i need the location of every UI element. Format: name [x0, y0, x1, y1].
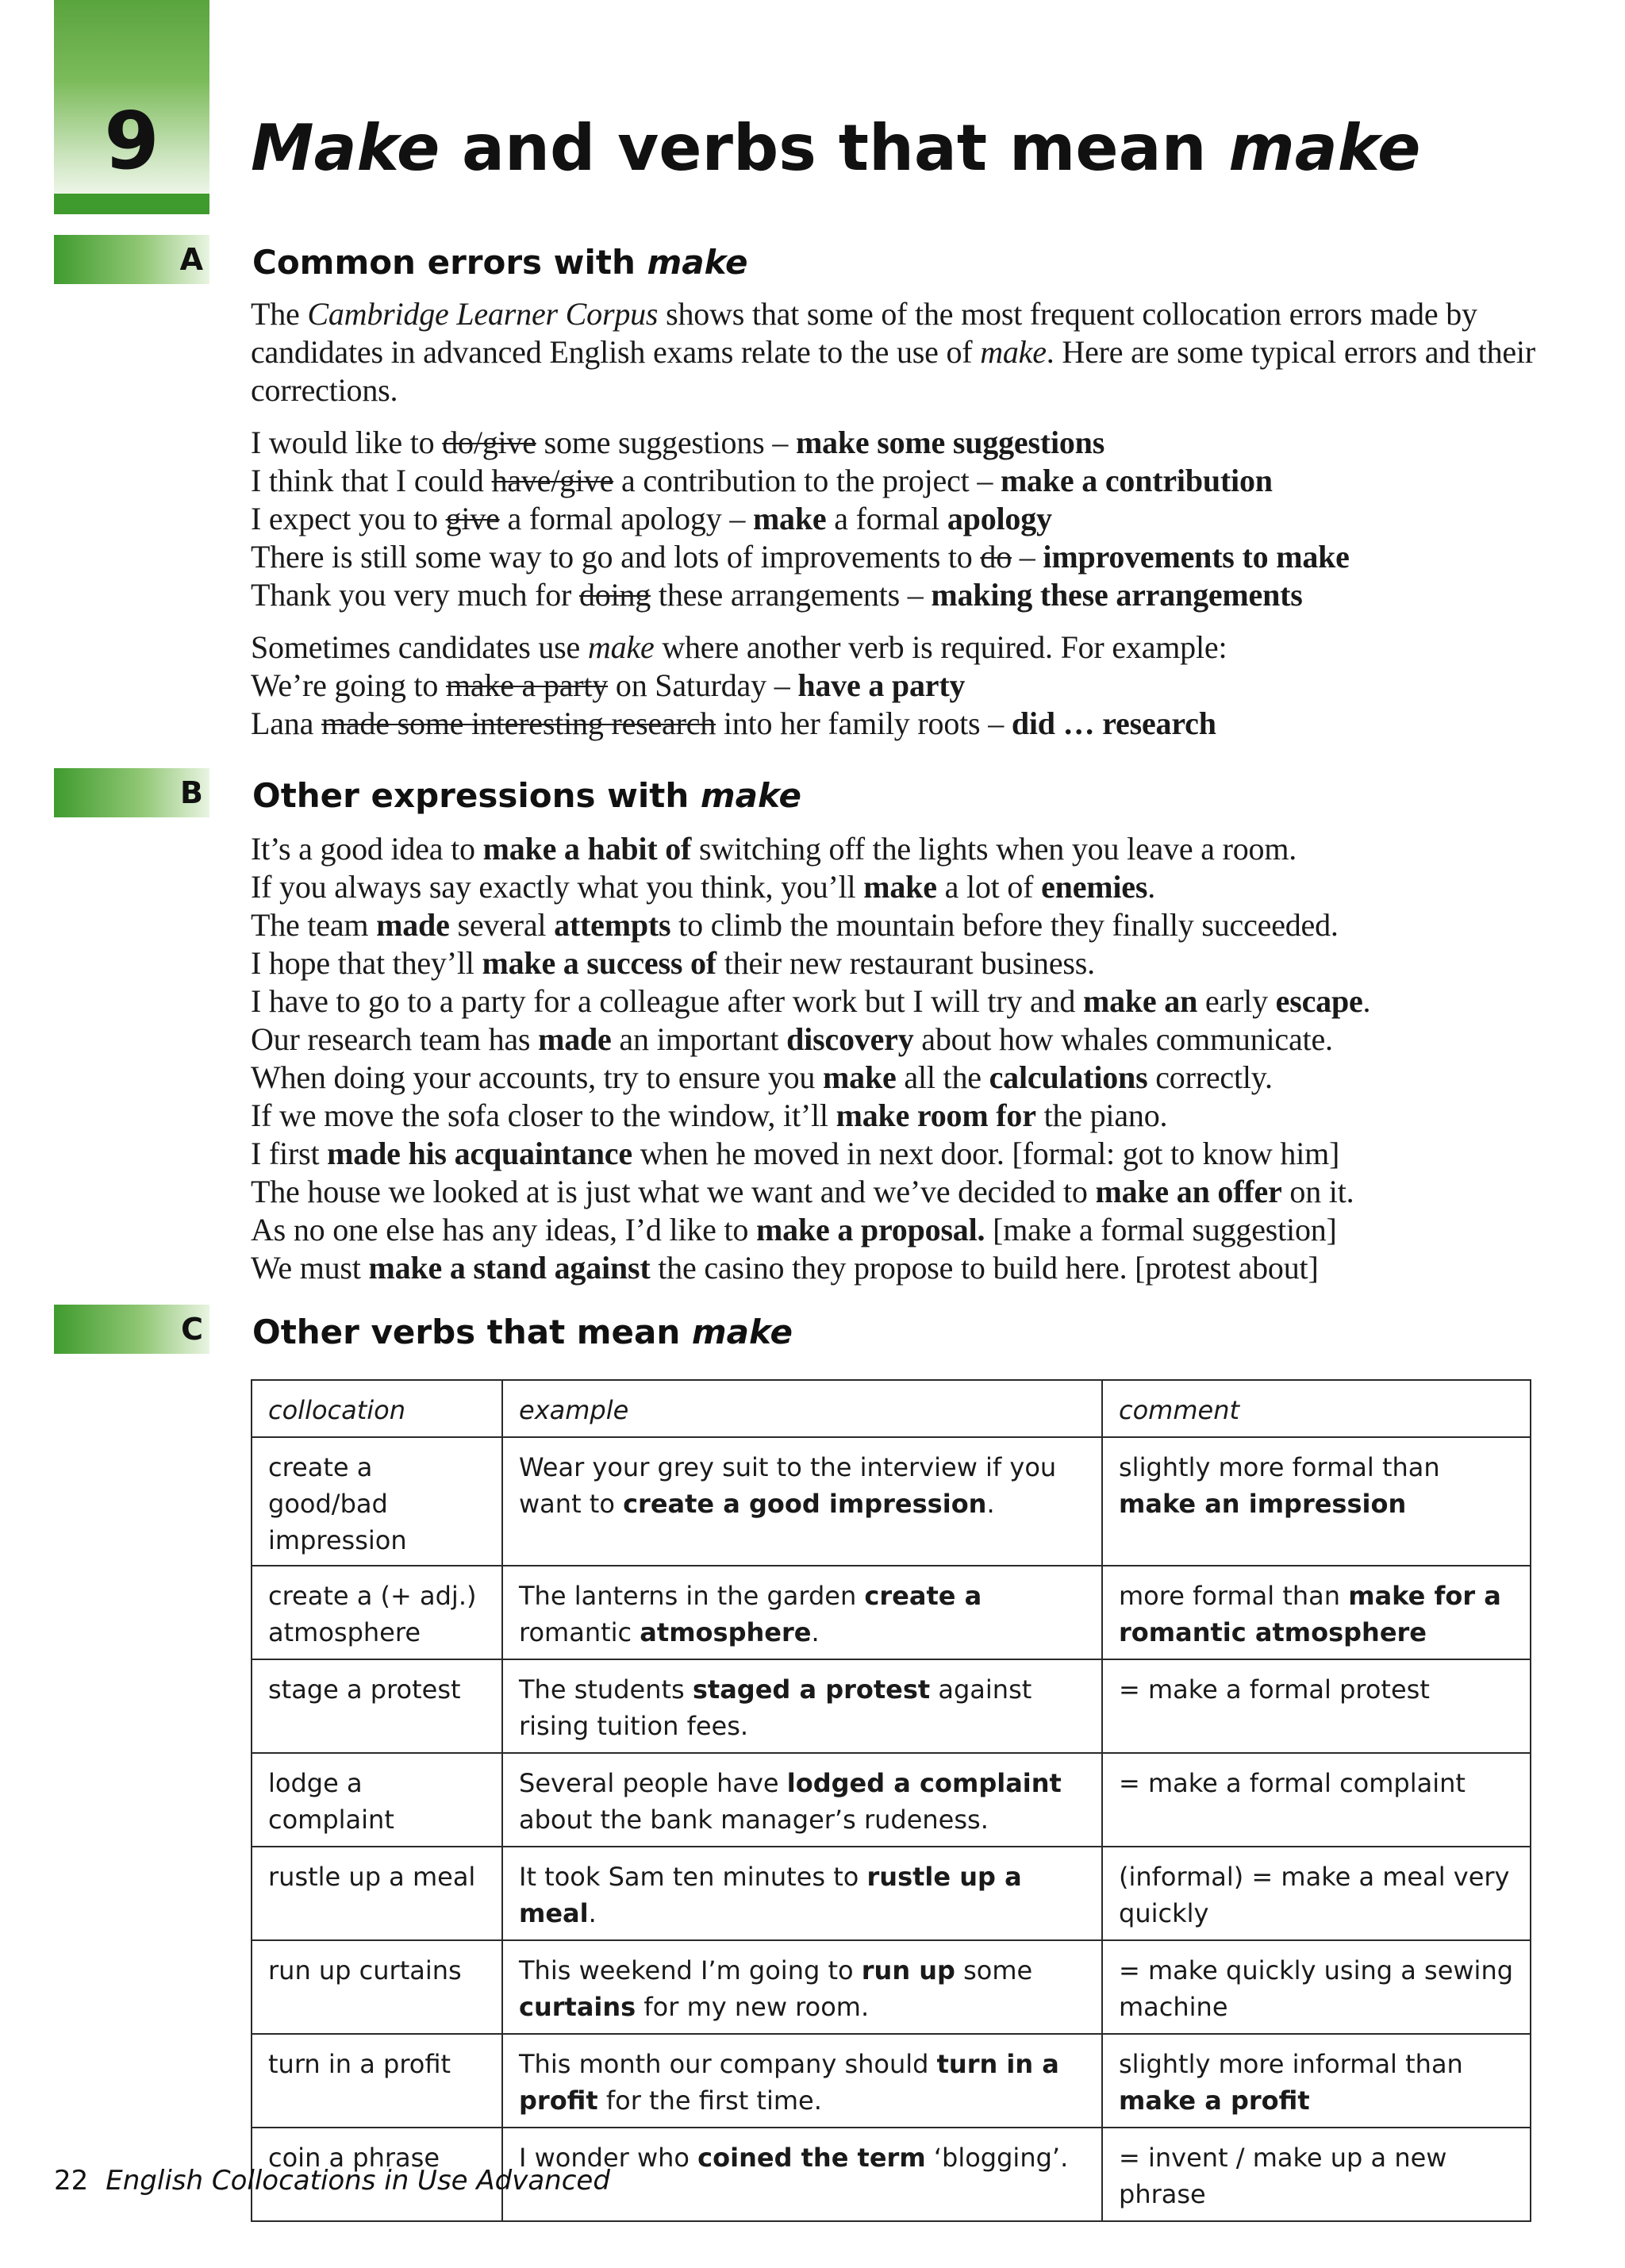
collocation-text: make room for	[836, 1097, 1036, 1133]
text-run: their new restaurant business.	[716, 945, 1095, 981]
text-run: ‘blogging’.	[925, 2143, 1069, 2173]
collocation-text: calculations	[989, 1059, 1148, 1095]
text-run: When doing your accounts, try to ensure you	[251, 1059, 824, 1095]
text-run: I wonder who	[519, 2143, 698, 2173]
cell-example	[502, 1566, 1102, 1659]
error-example-line	[251, 462, 1536, 500]
collocation-text: make a success of	[482, 945, 716, 981]
text-run: some	[955, 1955, 1033, 1985]
error-word: give	[445, 501, 500, 536]
unit-title	[251, 105, 1420, 192]
text-run: a lot of	[936, 869, 1042, 905]
expression-example-line	[251, 906, 1536, 944]
collocation-text: making these arrangements	[931, 577, 1303, 613]
text-run: coin a phrase	[268, 2143, 440, 2173]
collocation-table	[251, 1379, 1531, 2222]
text-run: –	[1012, 539, 1043, 575]
text-run: If we move the sofa closer to the window, it’ll	[251, 1097, 836, 1133]
unit-title-make-end: make	[1228, 111, 1421, 185]
section-b-heading-make: make	[700, 776, 801, 815]
collocation-text: apology	[947, 501, 1052, 536]
text-run: where another verb is required. For example:	[654, 629, 1227, 665]
text-run: .	[1362, 983, 1371, 1019]
collocation-text: made	[538, 1021, 612, 1057]
collocation-text: escape	[1275, 983, 1363, 1019]
text-run: It took Sam ten minutes to	[519, 1862, 867, 1892]
text-run: create a good/bad impression	[268, 1452, 407, 1555]
cell-collocation	[252, 1437, 502, 1566]
page-number: 22	[54, 2165, 89, 2197]
italic-text: Cambridge Learner Corpus	[307, 296, 659, 332]
table-header-row	[252, 1380, 1531, 1437]
text-run: . Here are some typical errors and their corrections.	[251, 334, 1535, 408]
text-run: We must	[251, 1250, 369, 1286]
text-run: We’re going to	[251, 667, 446, 703]
cell-collocation	[252, 2034, 502, 2128]
collocation-text: attempts	[554, 907, 671, 943]
text-run: create a (+ adj.) atmosphere	[268, 1581, 477, 1647]
text-run: run up curtains	[268, 1955, 462, 1985]
cell-comment	[1102, 1940, 1531, 2034]
cell-example	[502, 1940, 1102, 2034]
expression-example-line	[251, 1211, 1536, 1249]
collocation-text: make a proposal.	[756, 1212, 985, 1247]
section-b-heading-text: Other expressions with	[252, 776, 701, 815]
cell-example	[502, 1753, 1102, 1847]
text-run: The students	[519, 1674, 693, 1705]
text-run: shows that some of the most frequent collocation errors made by candidates in advanced English exams relate to the use of	[251, 296, 1477, 370]
text-run: Several people have	[519, 1768, 787, 1798]
text-run: all the	[896, 1059, 989, 1095]
text-run: = make a formal complaint	[1119, 1768, 1466, 1798]
text-run: .	[588, 1898, 597, 1928]
text-run: I expect you to	[251, 501, 446, 536]
text-run: a contribution to the project –	[613, 463, 1001, 498]
section-a-intro	[251, 295, 1536, 409]
text-run: correctly.	[1147, 1059, 1273, 1095]
section-b-heading	[252, 771, 801, 821]
collocation-text: make	[752, 501, 827, 536]
text-run: slightly more informal than	[1119, 2049, 1463, 2079]
italic-text: make	[980, 334, 1047, 370]
section-c-heading	[252, 1308, 793, 1357]
text-run: This weekend I’m going to	[519, 1955, 862, 1985]
text-run: rustle up a meal	[268, 1862, 476, 1892]
table-row	[252, 1940, 1531, 2034]
collocation-text: enemies	[1041, 869, 1148, 905]
error-example-line	[251, 500, 1536, 538]
error-word: make a party	[445, 667, 609, 703]
text-run: some suggestions –	[536, 425, 796, 460]
italic-text: make	[587, 629, 655, 665]
text-run: = make quickly using a sewing machine	[1119, 1955, 1514, 2022]
expression-example-line	[251, 830, 1536, 868]
collocation-text: made his acquaintance	[327, 1136, 632, 1171]
expression-example-line	[251, 1173, 1536, 1211]
text-run: stage a protest	[268, 1674, 461, 1705]
collocation-text: make for a romantic atmosphere	[1119, 1581, 1501, 1647]
expression-list	[251, 830, 1536, 1287]
collocation-text: turn in a profit	[519, 2049, 1059, 2116]
text-run: these arrangements –	[651, 577, 932, 613]
other-verb-intro	[251, 629, 1536, 667]
collocation-text: atmosphere	[640, 1617, 812, 1647]
collocation-text: create a good impression	[623, 1489, 987, 1519]
collocation-text: rustle up a meal	[519, 1862, 1022, 1928]
text-run: lodge a complaint	[268, 1768, 394, 1835]
error-example-line	[251, 424, 1536, 462]
text-run: [make a formal suggestion]	[985, 1212, 1337, 1247]
text-run: the casino they propose to build here. [protest about]	[650, 1250, 1319, 1286]
cell-collocation	[252, 1659, 502, 1753]
cell-collocation	[252, 1847, 502, 1940]
cell-comment	[1102, 1437, 1531, 1566]
section-a-letter: A	[179, 242, 203, 277]
collocation-text: make some suggestions	[795, 425, 1105, 460]
text-run: I first	[251, 1136, 328, 1171]
text-run: when he moved in next door. [formal: got to know him]	[632, 1136, 1340, 1171]
text-run: = invent / make up a new phrase	[1119, 2143, 1447, 2209]
text-run: on Saturday –	[608, 667, 798, 703]
collocation-text: staged a protest	[692, 1674, 931, 1705]
text-run: early	[1197, 983, 1276, 1019]
cell-collocation	[252, 1566, 502, 1659]
text-run: a formal apology –	[499, 501, 753, 536]
other-verb-example-line	[251, 705, 1536, 743]
text-run: It’s a good idea to	[251, 831, 483, 867]
section-a-heading-make: make	[647, 243, 748, 282]
cell-collocation	[252, 1940, 502, 2034]
section-a-heading	[252, 238, 748, 287]
collocation-text: made	[376, 907, 450, 943]
collocation-text: create a	[864, 1581, 982, 1611]
text-run: I would like to	[251, 425, 443, 460]
text-run: an important	[611, 1021, 787, 1057]
cell-example	[502, 1659, 1102, 1753]
text-run: Wear your grey suit to the interview if you want to	[519, 1452, 1057, 1519]
section-a-body	[251, 295, 1536, 743]
text-run: The	[251, 296, 308, 332]
table-row	[252, 2034, 1531, 2128]
unit-title-middle: and verbs that mean	[440, 111, 1229, 185]
table-row	[252, 1847, 1531, 1940]
collocation-text: curtains	[519, 1992, 636, 2022]
collocation-text: discovery	[786, 1021, 914, 1057]
error-word: have/give	[491, 463, 614, 498]
text-run: .	[986, 1489, 995, 1519]
text-run: This month our company should	[519, 2049, 937, 2079]
expression-example-line	[251, 1097, 1536, 1135]
text-run: Lana	[251, 705, 321, 741]
text-run: I think that I could	[251, 463, 492, 498]
page-footer	[54, 2162, 610, 2200]
expression-example-line	[251, 1249, 1536, 1287]
section-c-heading-text: Other verbs that mean	[252, 1313, 692, 1351]
text-run: If you always say exactly what you think, you’ll	[251, 869, 864, 905]
collocation-text: make a contribution	[1000, 463, 1273, 498]
cell-collocation	[252, 1753, 502, 1847]
text-run: to climb the mountain before they finally succeeded.	[670, 907, 1339, 943]
text-run: a formal	[826, 501, 947, 536]
text-run: the piano.	[1035, 1097, 1168, 1133]
text-run: slightly more formal than	[1119, 1452, 1440, 1482]
text-run: against rising tuition fees.	[519, 1674, 1032, 1741]
error-word: do	[980, 539, 1012, 575]
text-run: about the bank manager’s rudeness.	[519, 1805, 989, 1835]
header-collocation: collocation	[252, 1380, 502, 1437]
unit-tab-bar	[54, 194, 209, 214]
book-title: English Collocations in Use Advanced	[106, 2165, 610, 2197]
error-example-line	[251, 576, 1536, 614]
section-c-letter: C	[181, 1312, 203, 1347]
text-run: The team	[251, 907, 377, 943]
text-run: As no one else has any ideas, I’d like to	[251, 1212, 756, 1247]
collocation-text: improvements to make	[1043, 539, 1350, 575]
expression-example-line	[251, 1135, 1536, 1173]
text-run: turn in a profit	[268, 2049, 451, 2079]
header-example: example	[502, 1380, 1102, 1437]
header-comment: comment	[1102, 1380, 1531, 1437]
text-run: = make a formal protest	[1119, 1674, 1430, 1705]
unit-number: 9	[104, 94, 159, 187]
collocation-text: make an impression	[1119, 1489, 1407, 1519]
error-word: doing	[578, 577, 651, 613]
text-run: There is still some way to go and lots of improvements to	[251, 539, 981, 575]
collocation-text: coined the term	[697, 2143, 926, 2173]
expression-example-line	[251, 1021, 1536, 1059]
collocation-text: make an	[1082, 983, 1198, 1019]
table-row	[252, 1753, 1531, 1847]
text-run: .	[1147, 869, 1156, 905]
other-verb-examples	[251, 667, 1536, 743]
cell-example	[502, 1437, 1102, 1566]
text-run: into her family roots –	[716, 705, 1012, 741]
table-row	[252, 1437, 1531, 1566]
collocation-text: lodged a complaint	[786, 1768, 1062, 1798]
text-run: more formal than	[1119, 1581, 1349, 1611]
text-run: (informal) = make a meal very quickly	[1119, 1862, 1510, 1928]
text-run: The house we looked at is just what we want and we’ve decided to	[251, 1174, 1096, 1209]
unit-title-make: Make	[251, 111, 440, 185]
text-run: Our research team has	[251, 1021, 539, 1057]
text-run: Thank you very much for	[251, 577, 579, 613]
cell-comment	[1102, 1753, 1531, 1847]
expression-example-line	[251, 982, 1536, 1021]
text-run: about how whales communicate.	[913, 1021, 1333, 1057]
collocation-text: have a party	[797, 667, 966, 703]
cell-comment	[1102, 1847, 1531, 1940]
cell-comment	[1102, 1659, 1531, 1753]
collocation-text: make a stand against	[368, 1250, 651, 1286]
collocation-text: make a profit	[1119, 2085, 1310, 2116]
text-run: several	[449, 907, 555, 943]
expression-example-line	[251, 868, 1536, 906]
table-row	[252, 1659, 1531, 1753]
cell-example	[502, 1847, 1102, 1940]
collocation-text: make an offer	[1095, 1174, 1282, 1209]
section-b-letter: B	[180, 775, 203, 810]
text-run: switching off the lights when you leave a room.	[691, 831, 1297, 867]
collocation-text: make a habit of	[482, 831, 692, 867]
text-run: The lanterns in the garden	[519, 1581, 865, 1611]
expression-example-line	[251, 1059, 1536, 1097]
collocation-text: run up	[861, 1955, 955, 1985]
cell-comment	[1102, 1566, 1531, 1659]
collocation-text: make	[863, 869, 937, 905]
text-run: for my new room.	[636, 1992, 870, 2022]
error-word: made some interesting research	[321, 705, 716, 741]
table-row	[252, 1566, 1531, 1659]
section-a-heading-text: Common errors with	[252, 243, 647, 282]
collocation-text: make	[823, 1059, 897, 1095]
text-run: on it.	[1281, 1174, 1354, 1209]
expression-example-line	[251, 944, 1536, 982]
error-example-line	[251, 538, 1536, 576]
text-run: I have to go to a party for a colleague after work but I will try and	[251, 983, 1083, 1019]
error-list	[251, 424, 1536, 614]
text-run: .	[811, 1617, 820, 1647]
section-c-heading-make: make	[691, 1313, 793, 1351]
error-word: do/give	[442, 425, 536, 460]
cell-comment	[1102, 2034, 1531, 2128]
text-run: for the first time.	[597, 2085, 822, 2116]
cell-comment	[1102, 2128, 1531, 2221]
other-verb-example-line	[251, 667, 1536, 705]
text-run: Sometimes candidates use	[251, 629, 588, 665]
text-run: I hope that they’ll	[251, 945, 482, 981]
cell-example	[502, 2034, 1102, 2128]
collocation-text: did … research	[1011, 705, 1216, 741]
text-run: romantic	[519, 1617, 640, 1647]
